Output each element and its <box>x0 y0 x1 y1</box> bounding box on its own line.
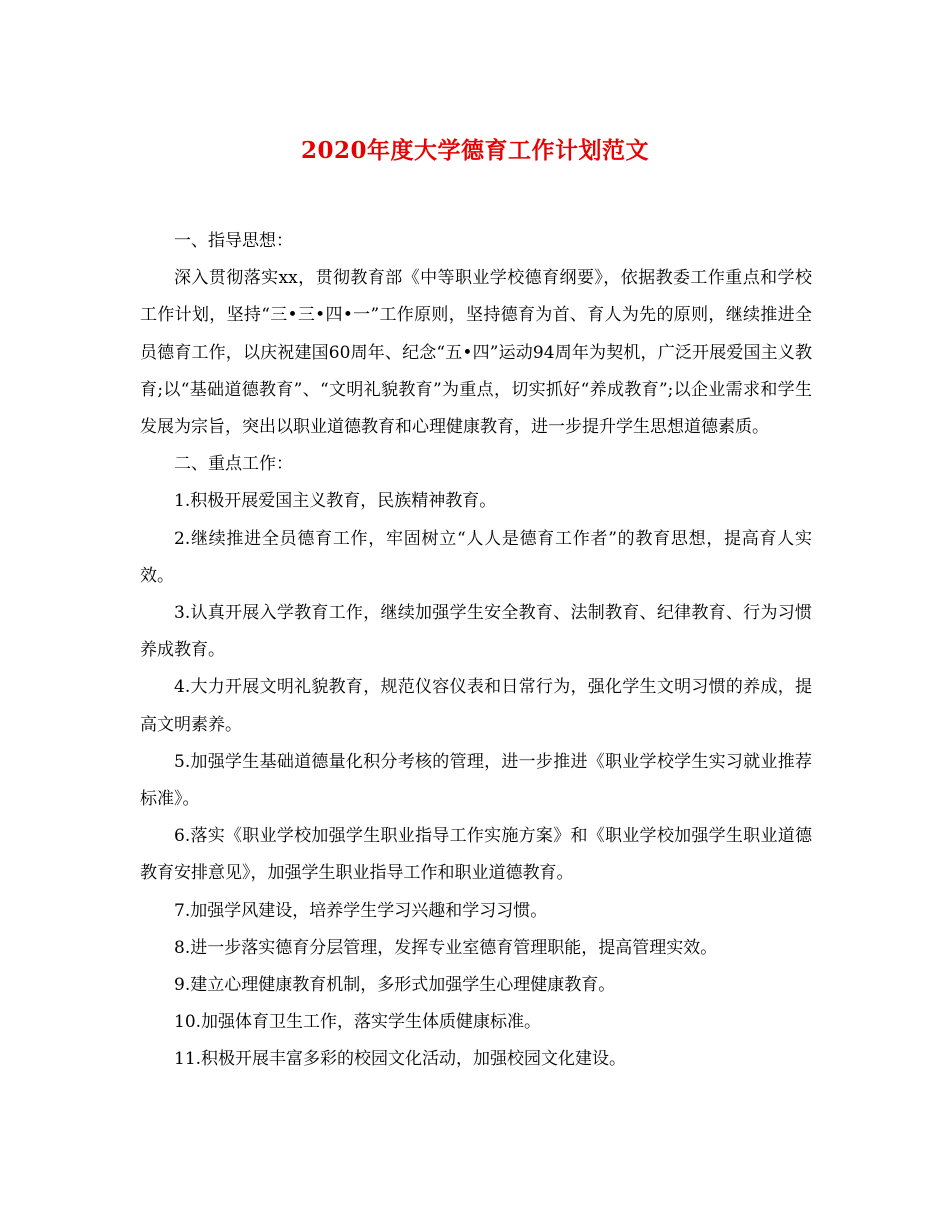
list-item: 5.加强学生基础道德量化积分考核的管理，进一步推进《职业学校学生实习就业推荐标准》。 <box>140 751 812 810</box>
list-item: 6.落实《职业学校加强学生职业指导工作实施方案》和《职业学校加强学生职业道德教育安排意见》，加强学生职业指导工作和职业道德教育。 <box>140 826 812 884</box>
document-title: 2020年度大学德育工作计划范文 <box>300 137 649 164</box>
list-item: 4.大力开展文明礼貌教育，规范仪容仪表和日常行为，强化学生文明习惯的养成，提高文明素养。 <box>140 677 812 735</box>
list-item: 9.建立心理健康教育机制，多形式加强学生心理健康教育。 <box>174 975 616 996</box>
document-body <box>140 223 812 1079</box>
list-item: 11.积极开展丰富多彩的校园文化活动，加强校园文化建设。 <box>174 1049 627 1070</box>
list-item: 3.认真开展入学教育工作，继续加强学生安全教育、法制教育、纪律教育、行为习惯养成教育。 <box>140 603 812 661</box>
list-item: 10.加强体育卫生工作，落实学生体质健康标准。 <box>174 1012 542 1033</box>
list-item: 1.积极开展爱国主义教育，民族精神教育。 <box>174 491 497 512</box>
paragraph-guiding-ideology: 深入贯彻落实xx，贯彻教育部《中等职业学校德育纲要》，依据教委工作重点和学校工作计划，坚持“三•三•四•一”工作原则，坚持德育为首、育人为先的原则，继续推进全员德育工作，以庆祝建国60周年、纪念“五•四”运动94周年为契机，广泛开展爱国主义教育;以“基础道德教育”、“文明礼貌教育”为重点，切实抓好“养成教育”;以企业需求和学生发展为宗旨，突出以职业道德教育和心理健康教育，进一步提升学生思想道德素质。 <box>140 268 812 438</box>
section-heading-key-work: 二、重点工作： <box>174 454 293 475</box>
list-item: 8.进一步落实德育分层管理，发挥专业室德育管理职能，提高管理实效。 <box>174 937 718 958</box>
section-heading-guiding-ideology: 一、指导思想： <box>174 231 293 251</box>
list-item: 2.继续推进全员德育工作，牢固树立“人人是德育工作者”的教育思想，提高育人实效。 <box>140 528 812 586</box>
list-item: 7.加强学风建设，培养学生学习兴趣和学习习惯。 <box>174 900 548 921</box>
